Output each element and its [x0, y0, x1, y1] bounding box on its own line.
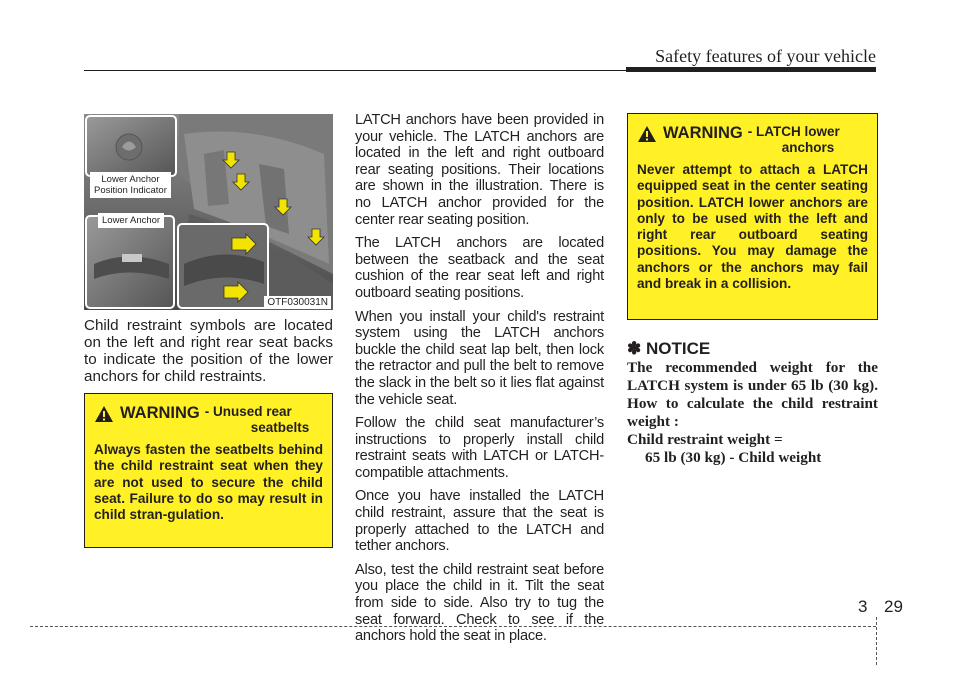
warning-subtitle: [748, 124, 840, 156]
warning-body: Always fasten the seatbelts behind the child restraint seat when they are not used to secure the child seat. Failure to do so may result in child stran-gulation.: [94, 442, 323, 523]
latch-paragraph-4: Follow the child seat manufacturer’s instructions to properly install child restraint seats with LATCH or LATCH-compatible attachments.: [355, 415, 604, 481]
rear-seat-illustration: [84, 114, 333, 310]
latch-paragraph-1: LATCH anchors have been provided in your vehicle. The LATCH anchors are located in the left and right outboard rear seating positions. Their locations are shown in the illustration. There is no LATCH anchor provided for the center rear seating position.: [355, 112, 604, 228]
callout-lower-anchor-indicator: [90, 172, 171, 198]
footer-rule: [30, 626, 876, 627]
warning-triangle-icon: [94, 405, 114, 423]
warning-body: Never attempt to attach a LATCH equipped seat in the center seating position. LATCH lower anchors are only to be used with the left and right rear outboard seating positions. You may damage the anchors or the anchors may fail and break in a collision.: [637, 162, 868, 292]
notice-title: ✽ NOTICE: [627, 339, 711, 358]
warning-word: WARNING: [120, 404, 200, 422]
warning-subtitle-line2: seatbelts: [250, 420, 310, 435]
page-number: 29: [884, 597, 903, 616]
chapter-number: 3: [858, 597, 868, 616]
latch-anchor-photo: [84, 114, 333, 310]
warning-subtitle-line1: - Unused rear: [204, 404, 292, 419]
notice-line-2: Child restraint weight =: [627, 431, 783, 448]
callout-indicator-line2: Position Indicator: [94, 185, 167, 196]
notice-line-1: The recommended weight for the LATCH system is under 65 lb (30 kg). How to calculate the child restraint weight :: [627, 359, 878, 430]
notice-body: [627, 359, 878, 467]
warning-subtitle-line2: anchors: [781, 140, 835, 155]
footer-divider: [876, 617, 877, 665]
latch-paragraph-6: Also, test the child restraint seat before you place the child in it. Tilt the seat from side to side. Also try to tug the seat forward. Check to see if the anchors hold the seat in place.: [355, 561, 604, 645]
callout-indicator-line1: Lower Anchor: [101, 174, 160, 185]
latch-paragraph-2: The LATCH anchors are located between the seatback and the seat cushion of the rear seat left and right outboard seating positions.: [355, 235, 604, 301]
notice-line-3: 65 lb (30 kg) - Child weight: [645, 449, 822, 466]
warning-triangle-icon: [637, 125, 657, 143]
figure-code: OTF030031N: [264, 296, 331, 309]
child-restraint-symbols-text: Child restraint symbols are located on the left and right rear seat backs to indicate the position of the lower anchors for child restraints.: [84, 317, 333, 385]
left-column: [84, 317, 333, 392]
callout-lower-anchor: Lower Anchor: [98, 213, 164, 228]
warning-word: WARNING: [663, 124, 743, 142]
warning-subtitle-line1: - LATCH lower: [747, 124, 840, 139]
warning-latch-lower-anchors: [627, 113, 878, 320]
warning-unused-seatbelts: [84, 393, 333, 548]
middle-column: [355, 112, 604, 652]
warning-header: [637, 124, 868, 156]
warning-header: [94, 404, 323, 436]
latch-paragraph-5: Once you have installed the LATCH child restraint, assure that the seat is properly attached to the LATCH and tether anchors.: [355, 488, 604, 555]
latch-paragraph-3: When you install your child's restraint system using the LATCH anchors buckle the child seat lap belt, then lock the retractor and pull the belt to remove the slack in the belt so it lies flat against the vehicle seat.: [355, 308, 604, 408]
running-header: Safety features of your vehicle: [655, 46, 876, 66]
header-bar: [626, 67, 876, 72]
warning-subtitle: [205, 404, 310, 436]
